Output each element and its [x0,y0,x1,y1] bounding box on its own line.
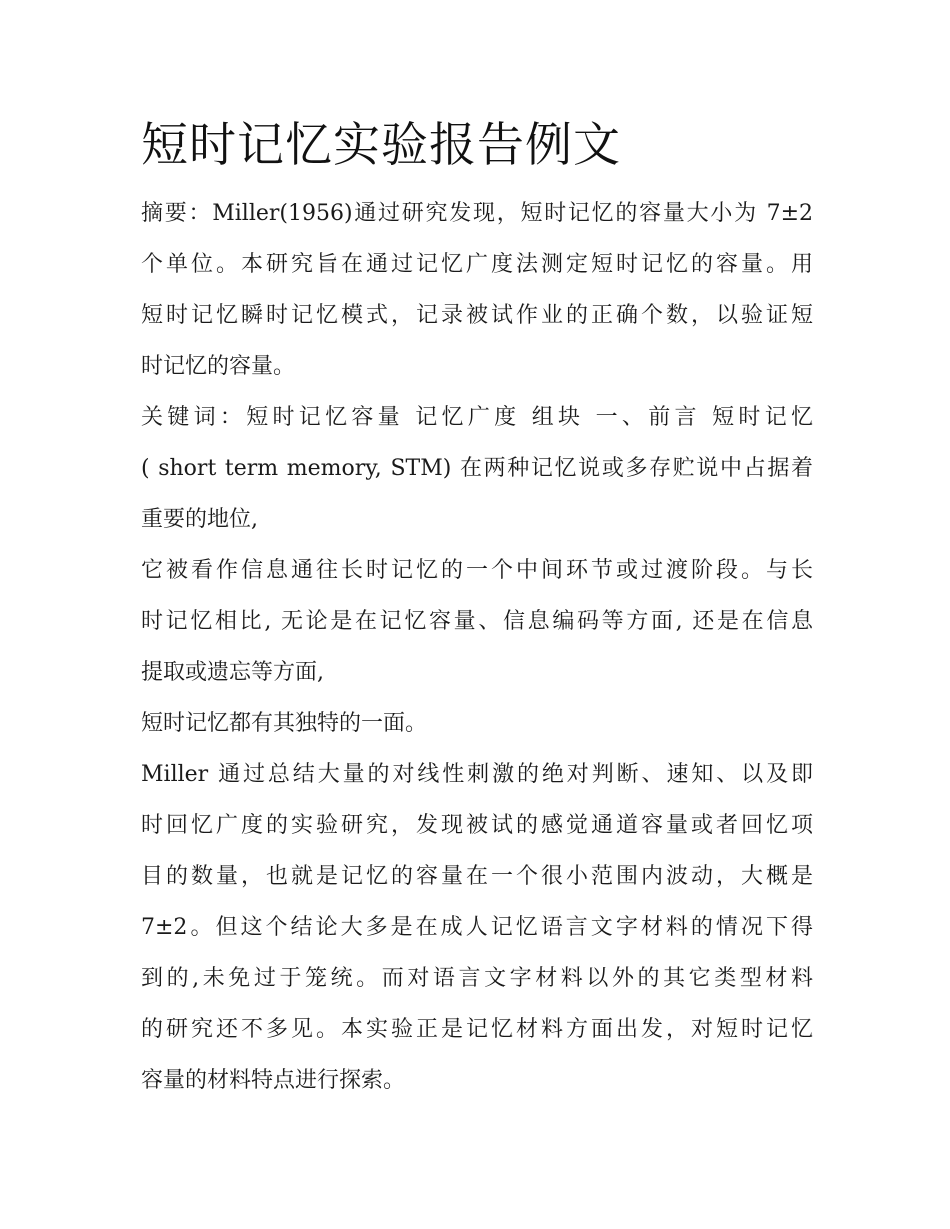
keywords-paragraph [141,392,813,545]
text-line: 个单位。本研究旨在通过记忆广度法测定短时记忆的容量。用 [141,252,813,277]
text-line: 重要的地位, [141,507,258,532]
text-line: 短时记忆都有其独特的一面。 [141,711,428,736]
text-line: 提取或遗忘等方面, [141,660,324,685]
document-title: 短时记忆实验报告例文 [141,118,621,173]
body-paragraph [141,545,813,698]
text-line: 关键词：短时记忆容量 记忆广度 组块 一、前言 短时记忆 [141,405,813,430]
text-line: 时记忆相比, 无论是在记忆容量、信息编码等方面, 还是在信息 [141,609,813,634]
text-line: Miller 通过总结大量的对线性刺激的绝对判断、速知、以及即 [141,762,813,787]
text-line: 的研究还不多见。本实验正是记忆材料方面出发，对短时记忆 [141,1017,813,1042]
document-page [141,112,813,1106]
text-line: 时回忆广度的实验研究，发现被试的感觉通道容量或者回忆项 [141,813,813,838]
body-paragraph [141,698,813,749]
text-line: 它被看作信息通往长时记忆的一个中间环节或过渡阶段。与长 [141,558,813,583]
text-line: 摘要：Miller(1956)通过研究发现，短时记忆的容量大小为 7±2 [141,201,813,226]
text-line: 目的数量，也就是记忆的容量在一个很小范围内波动，大概是 [141,864,813,889]
text-line: 容量的材料特点进行探索。 [141,1068,406,1093]
abstract-paragraph [141,188,813,392]
text-line: 7±2。但这个结论大多是在成人记忆语言文字材料的情况下得 [141,915,813,940]
body-paragraph [141,749,813,1106]
text-line: 到的,未免过于笼统。而对语言文字材料以外的其它类型材料 [141,966,813,991]
text-line: ( short term memory, STM) 在两种记忆说或多存贮说中占据着 [141,456,813,481]
text-line: 短时记忆瞬时记忆模式，记录被试作业的正确个数，以验证短 [141,303,813,328]
text-line: 时记忆的容量。 [141,354,296,379]
